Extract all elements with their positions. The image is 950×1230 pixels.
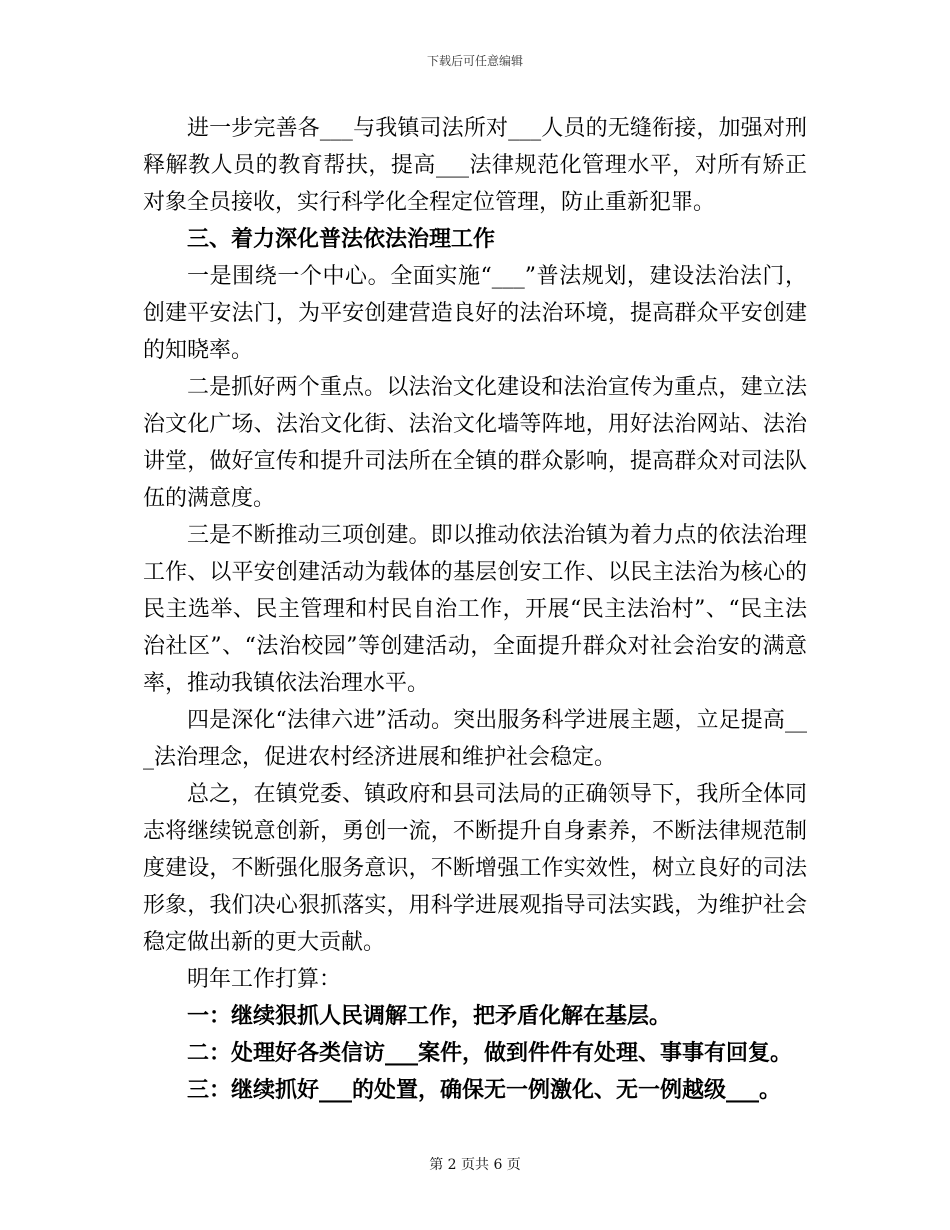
paragraph: 四是深化“法律六进”活动。突出服务科学进展主题，立足提高___法治理念，促进农村经济进展和维护社会稳定。 [143,708,807,770]
plan-item: 二：处理好各类信访___案件，做到件件有处理、事事有回复。 [187,1040,793,1066]
plan-item: 三：继续抓好___的处置，确保无一例激化、无一例越级___。 [187,1077,782,1103]
paragraph: 三是不断推动三项创建。即以推动依法治镇为着力点的依法治理工作、以平安创建活动为载体的基层创安工作、以民主法治为核心的民主选举、民主管理和村民自治工作，开展“民主法治村”、“民主法治社区”、“法治校园”等创建活动，全面提升群众对社会治安的满意率，推动我镇依法治理水平。 [143,523,807,696]
paragraph: 二是抓好两个重点。以法治文化建设和法治宣传为重点，建立法治文化广场、法治文化街、法治文化墙等阵地，用好法治网站、法治讲堂，做好宣传和提升司法所在全镇的群众影响，提高群众对司法队伍的满意度。 [143,375,807,511]
section-heading: 三、着力深化普法依法治理工作 [187,226,496,252]
page-number: 第 2 页共 6 页 [429,1157,521,1173]
paragraph: 一是围绕一个中心。全面实施“___”普法规划，建设法治法门，创建平安法门，为平安创建营造良好的法治环境，提高群众平安创建的知晓率。 [143,264,807,363]
header-note: 下载后可任意编辑 [426,54,523,68]
plan-title: 明年工作打算： [187,967,342,992]
paragraph: 总之，在镇党委、镇政府和县司法局的正确领导下，我所全体同志将继续锐意创新，勇创一流，不断提升自身素养，不断法律规范制度建设，不断强化服务意识，不断增强工作实效性，树立良好的司法形象，我们决心狠抓落实，用科学进展观指导司法实践，为维护社会稳定做出新的更大贡献。 [143,782,807,955]
document-body [143,110,807,1109]
paragraph: 进一步完善各___与我镇司法所对___人员的无缝衔接，加强对刑释解教人员的教育帮扶，提高___法律规范化管理水平，对所有矫正对象全员接收，实行科学化全程定位管理，防止重新犯罪。 [143,116,807,215]
plan-item: 一：继续狠抓人民调解工作，把矛盾化解在基层。 [187,1003,672,1029]
